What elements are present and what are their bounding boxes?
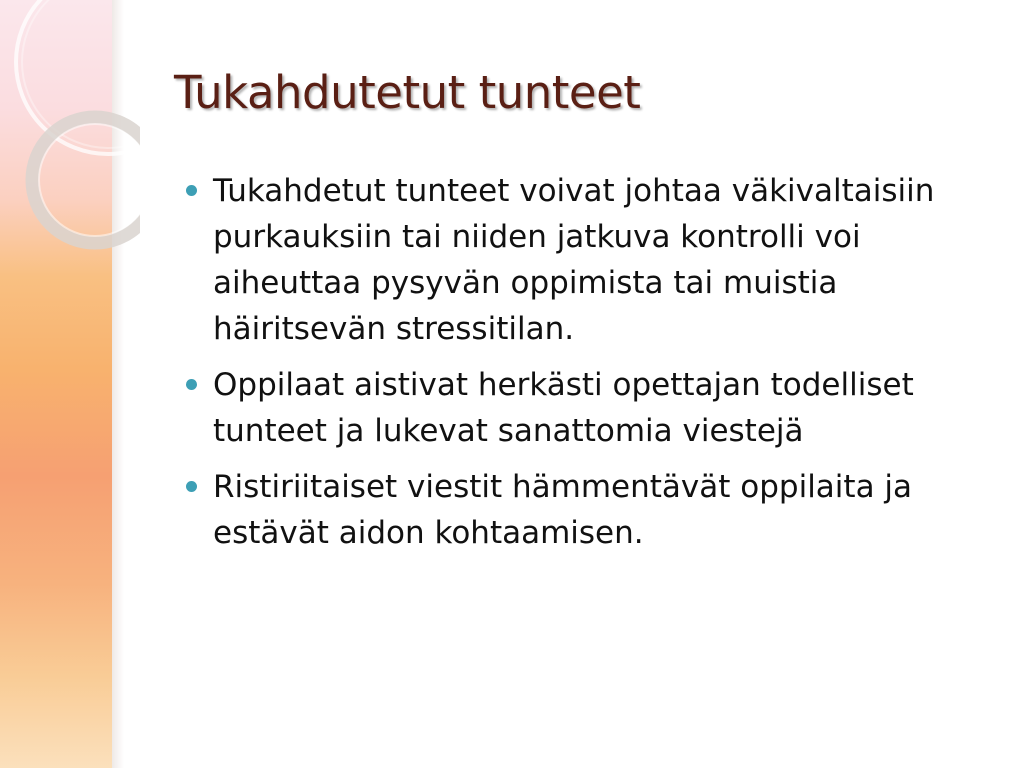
bullet-list xyxy=(186,168,1006,566)
slide-title: Tukahdutetut tunteet xyxy=(174,66,641,119)
bullet-dot-icon xyxy=(186,185,197,196)
bullet-item xyxy=(186,464,1006,556)
bullet-dot-icon xyxy=(186,481,197,492)
decorative-rings xyxy=(0,0,140,260)
small-ring-highlight xyxy=(39,124,140,236)
bullet-text: Tukahdetut tunteet voivat johtaa väkivaltaisiin purkauksiin tai niiden jatkuva kontrolli voi aiheuttaa pysyvän oppimista tai muistia häiritsevän stressitilan. xyxy=(213,173,935,347)
bullet-item xyxy=(186,362,1006,454)
bullet-dot-icon xyxy=(186,379,197,390)
bullet-text: Ristiriitaiset viestit hämmentävät oppilaita ja estävät aidon kohtaamisen. xyxy=(213,469,913,551)
bullet-item xyxy=(186,168,1006,352)
bullet-text: Oppilaat aistivat herkästi opettajan todelliset tunteet ja lukevat sanattomia viestejä xyxy=(213,367,914,449)
small-ring xyxy=(32,117,140,243)
